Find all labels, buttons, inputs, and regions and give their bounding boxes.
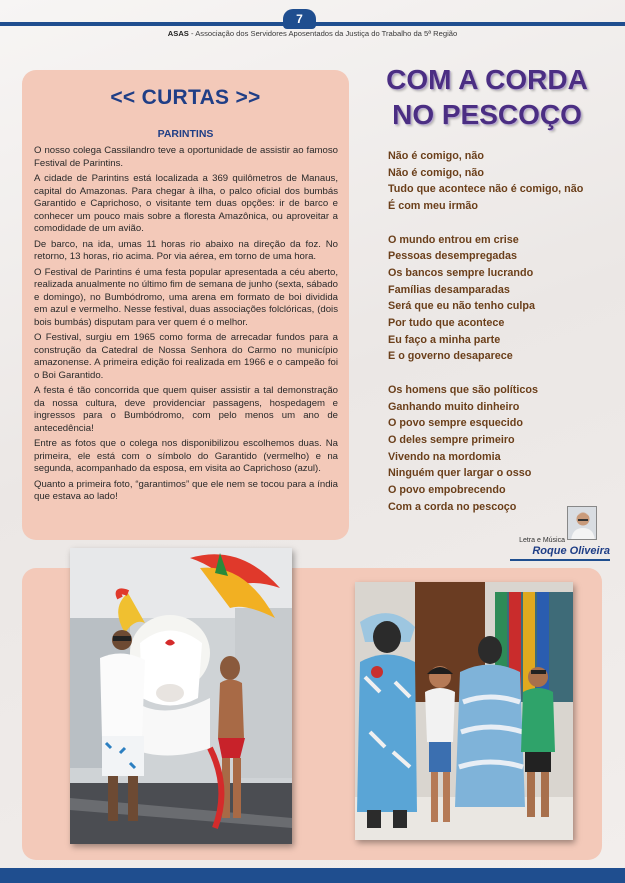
poem-line: Será que eu não tenho culpa [388,300,535,313]
poem-line: Eu faço a minha parte [388,333,501,346]
article-paragraph: O Festival, surgiu em 1965 como forma de arrecadar fundos para a construção da Catedral de Nossa Senhora do Carmo no município amazonense. A primeira edição foi realizada em 1966 e o campeão foi o Boi Garantido. [34,332,338,381]
article-paragraph: A cidade de Parintins está localizada a 369 quilômetros de Manaus, capital do Amazonas. Para chegar à ilha, o palco oficial dos bumbás Garantido e Caprichoso, o visitante tem duas opções: ir de barco e conhecer um pouco mais sobre a floresta Amazônica, ou aproveitar a comodidade de um avião. [34,173,338,234]
article-paragraph: A festa é tão concorrida que quem quiser assistir a tal demonstração da nossa cultura, deve providenciar passagens, hospedagem e ingressos para o Bumbódromo, com pelo menos um ano de antecedência! [34,385,338,434]
poem-line: O povo empobrecendo [388,484,506,497]
poem-line: Com a corda no pescoço [388,500,517,513]
poem-line: O mundo entrou em crise [388,233,519,246]
author-name: Roque Oliveira [532,545,610,557]
poem-stanza [388,382,608,516]
poem-line: O deles sempre primeiro [388,433,515,446]
footer-bar [0,868,625,883]
photo-garantido [70,548,292,844]
poem-title-line: COM A CORDA [386,64,588,95]
article-paragraph: De barco, na ida, umas 11 horas rio abaixo na direção da foz. No retorno, 13 horas, rio acima. Por via aérea, em torno de uma hora. [34,238,338,262]
section-heading: PARINTINS [157,128,214,140]
curtas-title: << CURTAS >> [110,86,261,109]
poem-line: É com meu irmão [388,200,479,213]
article-paragraph: Quanto a primeira foto, “garantimos” que ele nem se tocou para a índia que estava ao lado! [34,478,338,502]
poem-line: Os bancos sempre lucrando [388,266,534,279]
poem-line: Ninguém quer largar o osso [388,467,532,480]
article-paragraph: Entre as fotos que o colega nos disponibilizou escolhemos duas. Na primeira, ele está com o símbolo do Garantido (vermelho) e na segunda, acompanhado da esposa, em visita ao Caprichoso (azul). [34,438,338,474]
poem-stanza [388,148,608,215]
poem-text [388,148,608,532]
poem-line: Tudo que acontece não é comigo, não [388,183,584,196]
poem-line: Pessoas desempregadas [388,250,518,263]
poem-line: Os homens que são políticos [388,383,538,396]
header-org [0,29,625,38]
poem-line: Ganhando muito dinheiro [388,400,520,413]
photo-caprichoso [355,582,573,840]
article-paragraph: O nosso colega Cassilandro teve a oportunidade de assistir ao famoso Festival de Parintins. [34,145,338,169]
credit-label: Letra e Música [519,537,565,544]
curtas-article [34,145,338,507]
poem-line: Vivendo na mordomia [388,450,501,463]
poem-line: O povo sempre esquecido [388,417,523,430]
page-number: 7 [283,9,316,29]
poem-title-line: NO PESCOÇO [392,99,582,130]
author-photo [567,506,597,540]
poem-line: Não é comigo, não [388,150,484,162]
poem-stanza [388,232,608,366]
org-abbr: ASAS [167,29,189,38]
poem-line: Não é comigo, não [388,166,484,179]
org-name: - Associação dos Servidores Aposentados da Justiça do Trabalho da 5ª Região [188,29,458,38]
article-paragraph: O Festival de Parintins é uma festa popular apresentada a céu aberto, realizada anualmente no último fim de semana de junho (sexta, sábado e domingo), no Bumbódromo, uma arena em formato de boi dividida em azul e vermelho. Nesse festival, duas associações folclóricas, (dois bois bumbás) disputam para ver quem é o melhor. [34,266,338,328]
poem-line: E o governo desaparece [388,350,513,363]
poem-line: Famílias desamparadas [388,283,510,296]
author-underline [510,559,610,561]
poem-line: Por tudo que acontece [388,317,505,330]
poem-title [362,62,612,132]
